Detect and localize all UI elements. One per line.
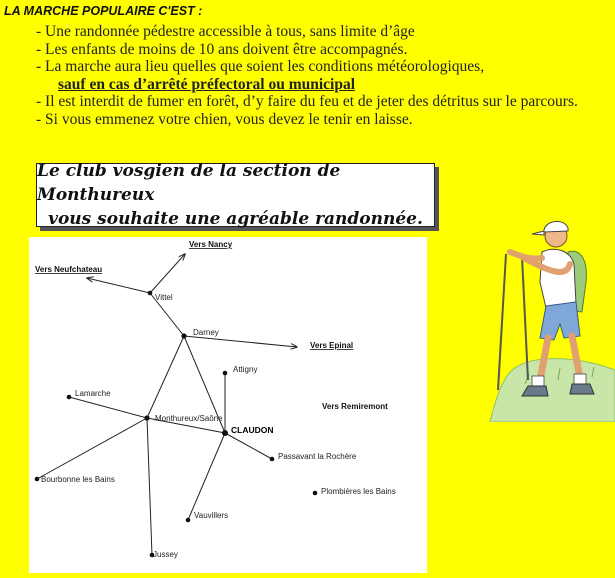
- dot-vittel: [148, 291, 153, 296]
- road-vittel-neufchateau: [87, 278, 150, 293]
- rule-text: - La marche aura lieu quelles que soient les conditions météorologiques,: [36, 58, 485, 76]
- road-monthureux-jussey: [147, 418, 152, 555]
- rule-item: [36, 93, 611, 111]
- dot-attigny: [223, 371, 228, 376]
- label-vauvillers: Vauvillers: [194, 511, 229, 520]
- rule-text: - Une randonnée pédestre accessible à tous, sans limite d’âge: [36, 23, 415, 40]
- dot-monthureux: [144, 415, 149, 420]
- rule-item: [36, 58, 611, 93]
- label-vers-neufchateau: Vers Neufchateau: [35, 265, 103, 274]
- rule-item: [36, 23, 611, 41]
- label-attigny: Attigny: [233, 365, 258, 374]
- route-map-svg: [29, 237, 427, 573]
- road-vittel-nancy: [150, 254, 185, 293]
- label-plombieres: Plombières les Bains: [321, 487, 396, 496]
- road-monthureux-lamarche: [69, 397, 147, 418]
- rules-list: [36, 23, 611, 129]
- road-darney-epinal: [184, 336, 297, 347]
- dot-bourbonne: [35, 477, 40, 482]
- label-bourbonne: Bourbonne les Bains: [41, 475, 115, 484]
- dot-plombieres: [313, 491, 318, 496]
- rule-text: - Si vous emmenez votre chien, vous devez le tenir en laisse.: [36, 110, 413, 128]
- rule-item: [36, 41, 611, 59]
- rule-text: - Les enfants de moins de 10 ans doivent être accompagnés.: [36, 40, 408, 58]
- road-darney-monthureux: [147, 336, 184, 418]
- road-claudon-vauvillers: [188, 433, 225, 520]
- rule-emphasis: sauf en cas d’arrêté préfectoral ou municipal: [58, 75, 356, 93]
- banner-line-2: vous souhaite une agréable randonnée.: [48, 209, 423, 229]
- label-monthureux: Monthureux/Saône: [155, 414, 223, 423]
- label-vittel: Vittel: [155, 293, 173, 302]
- hiker-illustration: [470, 212, 615, 422]
- label-vers-epinal: Vers Epinal: [310, 341, 354, 350]
- dot-lamarche: [67, 395, 72, 400]
- label-passavant: Passavant la Rochère: [278, 452, 357, 461]
- label-vers-nancy: Vers Nancy: [189, 240, 233, 249]
- route-map: [29, 237, 427, 573]
- label-jussey: Jussey: [153, 550, 178, 559]
- road-monthureux-bourbonne: [37, 418, 147, 479]
- banner-line-1: Le club vosgien de la section de Monthureux: [37, 161, 341, 205]
- dot-darney: [181, 333, 186, 338]
- label-darney: Darney: [193, 328, 219, 337]
- dot-passavant: [270, 457, 275, 462]
- dot-vauvillers: [186, 518, 191, 523]
- dot-claudon: [222, 430, 228, 436]
- rule-text: - Il est interdit de fumer en forêt, d’y faire du feu et de jeter des détritus sur le parcours.: [36, 93, 578, 111]
- road-claudon-passavant: [225, 433, 272, 459]
- welcome-banner: [36, 163, 435, 227]
- rule-item: [36, 111, 611, 129]
- page-heading: LA MARCHE POPULAIRE C'EST :: [4, 4, 203, 18]
- label-claudon: CLAUDON: [231, 425, 274, 435]
- label-lamarche: Lamarche: [75, 389, 111, 398]
- label-vers-remiremont: Vers Remiremont: [322, 402, 388, 411]
